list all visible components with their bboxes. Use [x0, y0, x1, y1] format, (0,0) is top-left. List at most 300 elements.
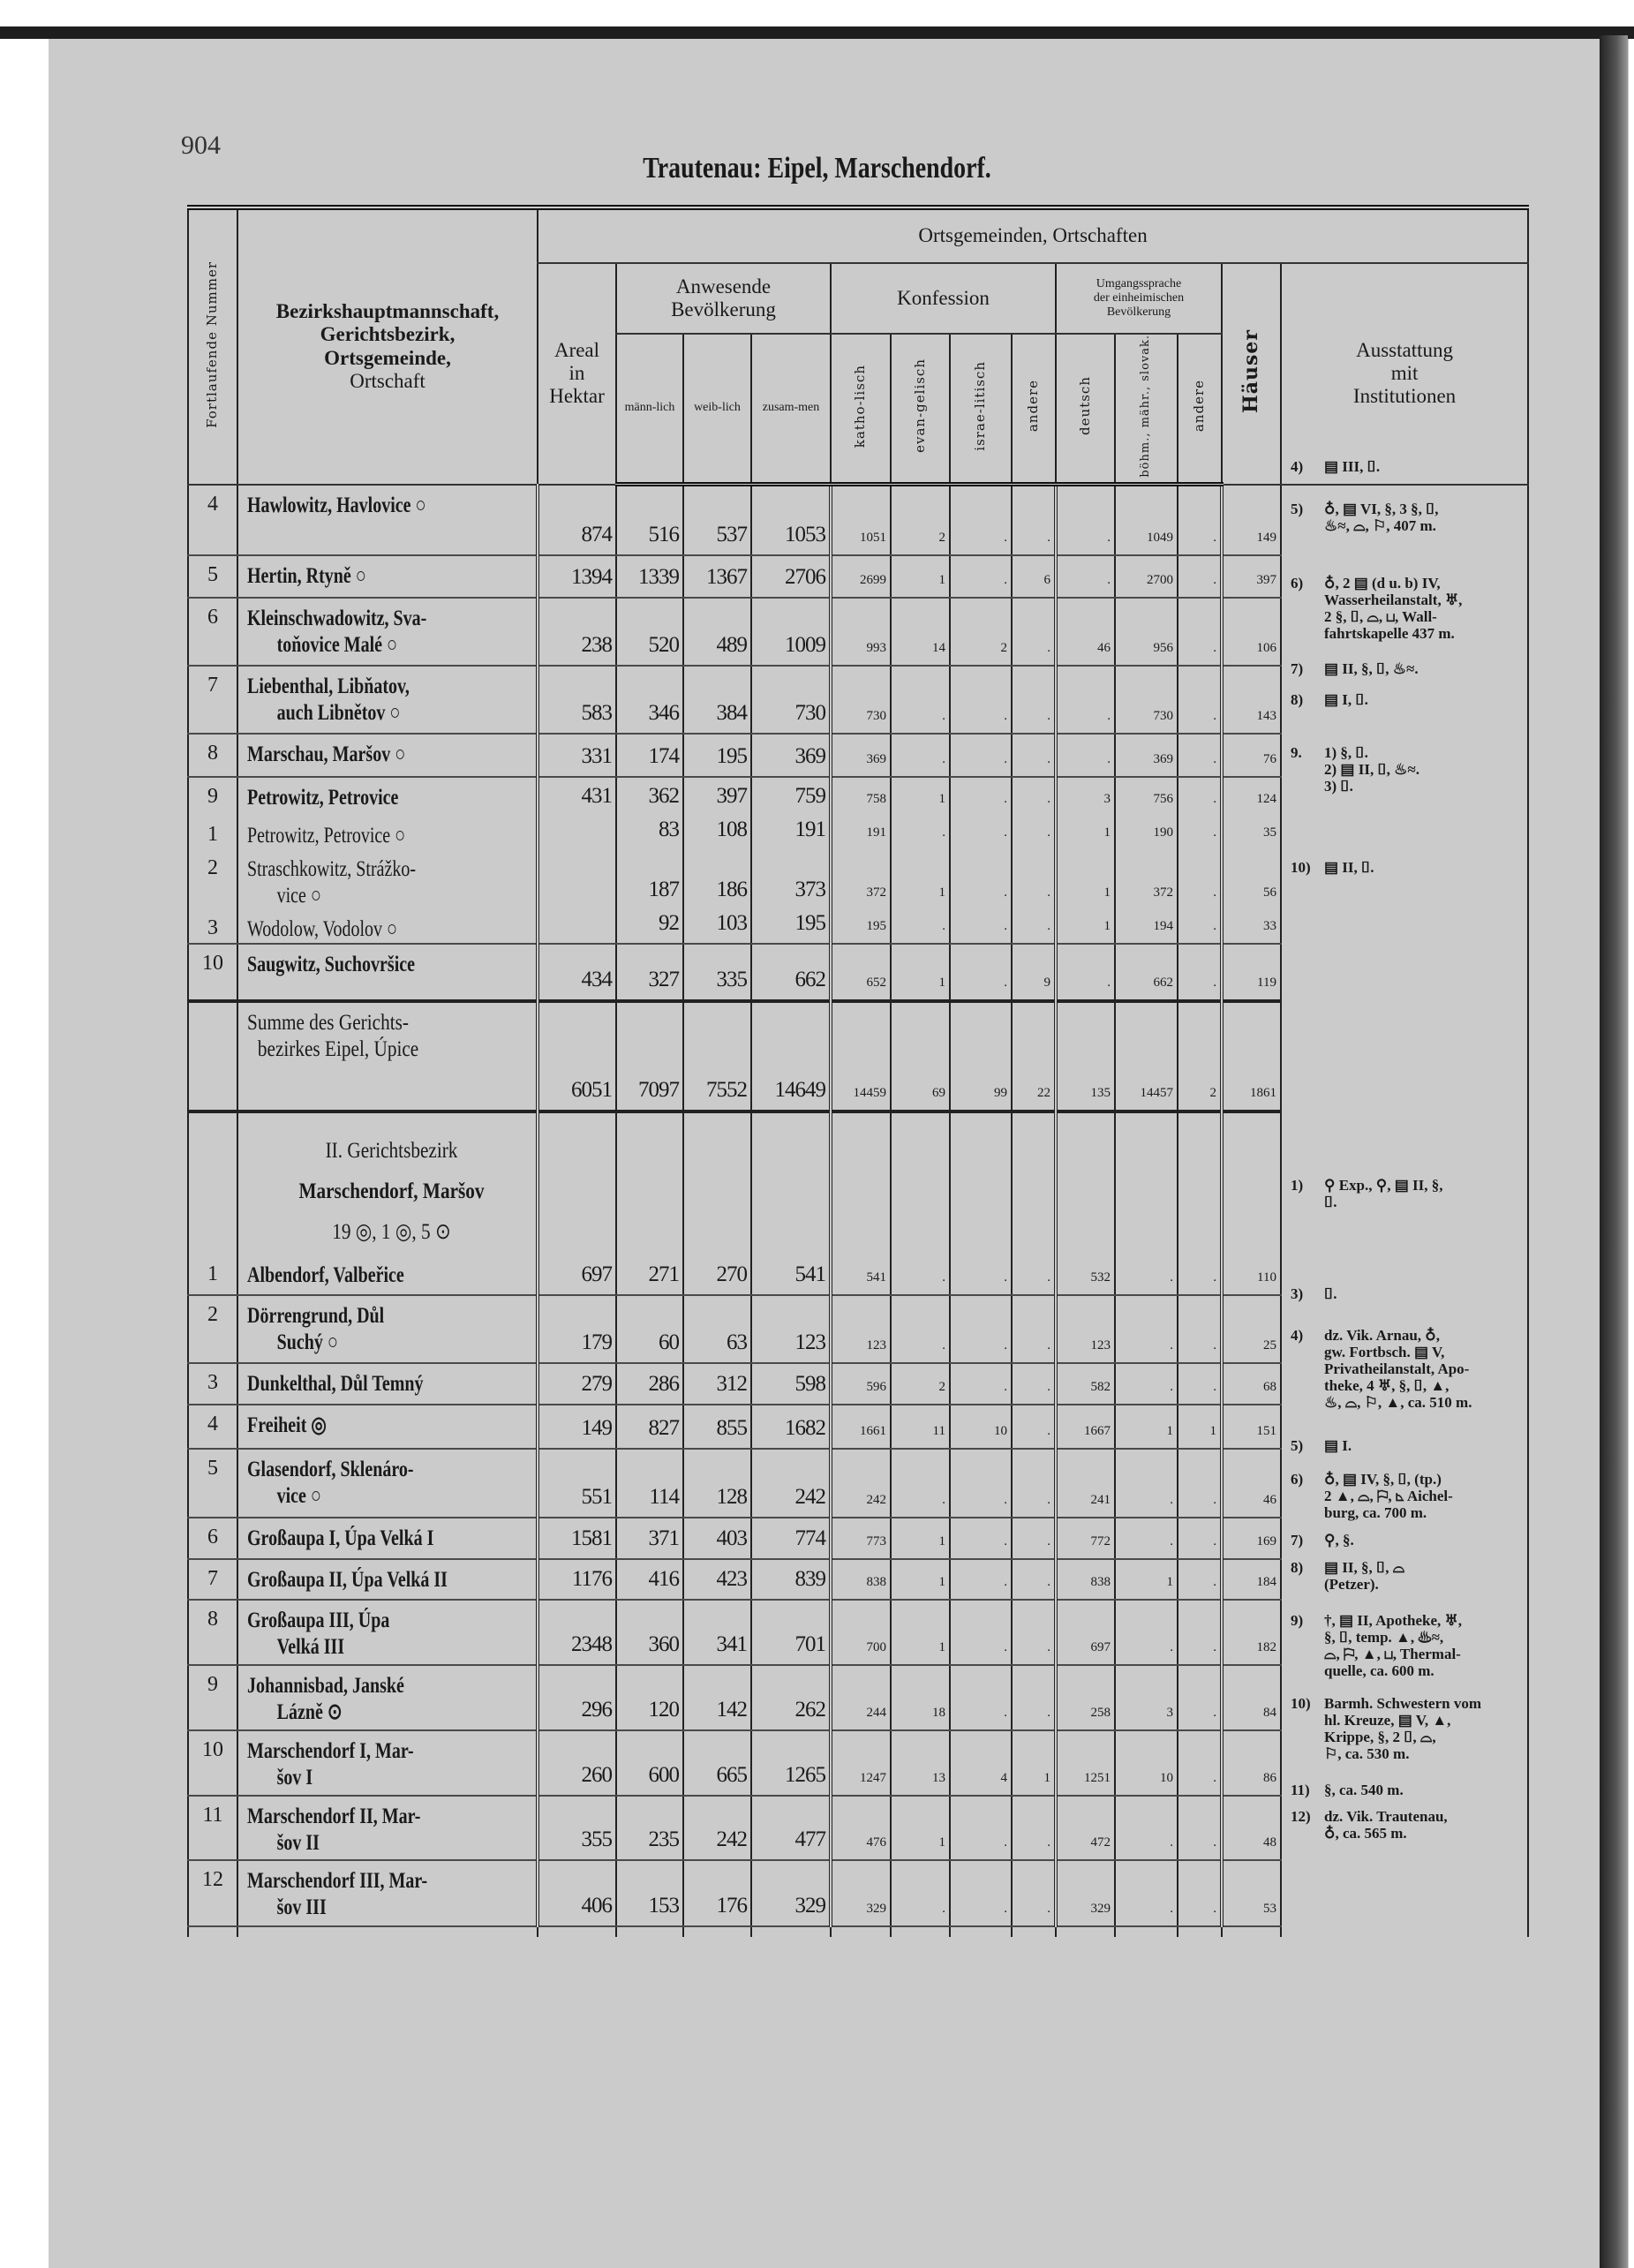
- cell-jewish: 2: [950, 598, 1012, 666]
- page-title: Trautenau: Eipel, Marschendorf.: [643, 152, 991, 185]
- cell-protestant: 1: [891, 1518, 950, 1559]
- row-number: 8: [188, 734, 237, 777]
- note-text: [1324, 1532, 1525, 1548]
- row-number: 3: [188, 1363, 237, 1405]
- cell-other-confession: .: [1012, 1600, 1056, 1665]
- cell-czech: .: [1115, 1518, 1178, 1559]
- cell-catholic: 652: [831, 944, 891, 1001]
- cell-other-language: 1: [1178, 1405, 1222, 1449]
- cell-czech: .: [1115, 1295, 1178, 1363]
- cell-total: 477: [751, 1796, 831, 1860]
- cell-czech: 730: [1115, 666, 1178, 734]
- cell-protestant: 1: [891, 777, 950, 816]
- cell-houses: 56: [1222, 849, 1281, 909]
- place-name: [237, 1600, 538, 1665]
- note-text: [1324, 660, 1525, 677]
- cell-other-language: .: [1178, 777, 1222, 816]
- cell-jewish: .: [950, 1559, 1012, 1600]
- cell-czech: 1049: [1115, 485, 1178, 555]
- header-population: Anwesende Bevölkerung: [616, 263, 831, 334]
- header-language: Umgangssprache der einheimischen Bevölkerung: [1056, 263, 1222, 334]
- cell-czech: .: [1115, 1363, 1178, 1405]
- place-name: [237, 1665, 538, 1730]
- cell-houses: 106: [1222, 598, 1281, 666]
- cell-female: 537: [683, 485, 751, 555]
- cell-german: 1: [1056, 849, 1115, 909]
- cell-czech: .: [1115, 1449, 1178, 1518]
- cell-male: 362: [616, 777, 683, 816]
- note-line: ⌷.: [1324, 1285, 1337, 1302]
- cell-female: 270: [683, 1255, 751, 1295]
- note-line: §, ca. 540 m.: [1324, 1782, 1404, 1798]
- cell-other-language: .: [1178, 485, 1222, 555]
- place-name-line: šov I: [276, 1765, 313, 1790]
- cell-czech: .: [1115, 1796, 1178, 1860]
- cell-czech: 1: [1115, 1405, 1178, 1449]
- note-line: ▤ II, §, ⌷, ⌓: [1324, 1559, 1405, 1576]
- cell-protestant: 1: [891, 1600, 950, 1665]
- cell-protestant: 69: [891, 1001, 950, 1111]
- cell-german: 532: [1056, 1255, 1115, 1295]
- cell-total: 242: [751, 1449, 831, 1518]
- cell-other-confession: .: [1012, 666, 1056, 734]
- cell-male: 7097: [616, 1001, 683, 1111]
- place-name: [237, 944, 538, 1001]
- cell-other-confession: .: [1012, 1518, 1056, 1559]
- cell-female: 108: [683, 816, 751, 849]
- equipment-notes: [1282, 419, 1527, 1845]
- empty-cell: [891, 1926, 950, 1937]
- note-line: dz. Vik. Arnau, ♁,: [1324, 1327, 1441, 1344]
- cell-czech: 662: [1115, 944, 1178, 1001]
- cell-catholic: [831, 1111, 891, 1255]
- cell-total: 2706: [751, 555, 831, 598]
- note-label: 3): [1291, 1285, 1304, 1302]
- cell-other-language: .: [1178, 816, 1222, 849]
- cell-other-confession: .: [1012, 1449, 1056, 1518]
- note-line: ▤ II, ⌷.: [1324, 859, 1374, 876]
- row-number: 11: [188, 1796, 237, 1860]
- cell-jewish: .: [950, 777, 1012, 816]
- cell-czech: .: [1115, 1860, 1178, 1926]
- cell-czech: 956: [1115, 598, 1178, 666]
- cell-total: 839: [751, 1559, 831, 1600]
- note-line: Krippe, §, 2 ⌷, ⌓,: [1324, 1729, 1436, 1745]
- cell-areal: 551: [538, 1449, 616, 1518]
- cell-total: 662: [751, 944, 831, 1001]
- cell-catholic: 476: [831, 1796, 891, 1860]
- cell-areal: [538, 909, 616, 944]
- cell-male: 327: [616, 944, 683, 1001]
- cell-other-language: .: [1178, 1860, 1222, 1926]
- cell-protestant: .: [891, 1255, 950, 1295]
- place-name: [237, 1559, 538, 1600]
- cell-other-confession: 6: [1012, 555, 1056, 598]
- cell-total: 701: [751, 1600, 831, 1665]
- place-name: [237, 1730, 538, 1796]
- cell-catholic: 14459: [831, 1001, 891, 1111]
- cell-houses: 169: [1222, 1518, 1281, 1559]
- cell-protestant: 1: [891, 555, 950, 598]
- cell-protestant: .: [891, 909, 950, 944]
- cell-total: 759: [751, 777, 831, 816]
- cell-other-confession: 9: [1012, 944, 1056, 1001]
- header-houses: Häuser: [1222, 263, 1281, 485]
- empty-cell: [1281, 1926, 1528, 1937]
- empty-cell: [237, 1926, 538, 1937]
- cell-areal: 434: [538, 944, 616, 1001]
- cell-male: 520: [616, 598, 683, 666]
- cell-houses: 119: [1222, 944, 1281, 1001]
- cell-czech: .: [1115, 1600, 1178, 1665]
- cell-german: 329: [1056, 1860, 1115, 1926]
- cell-czech: 190: [1115, 816, 1178, 849]
- cell-total: [751, 1111, 831, 1255]
- cell-jewish: .: [950, 849, 1012, 909]
- cell-catholic: 993: [831, 598, 891, 666]
- cell-catholic: 1247: [831, 1730, 891, 1796]
- cell-houses: 33: [1222, 909, 1281, 944]
- note-line: 2 §, ⌷, ⌓, ⊔, Wall-: [1324, 608, 1437, 625]
- cell-other-language: .: [1178, 1449, 1222, 1518]
- note-line: 1) §, ⌷.: [1324, 744, 1368, 761]
- row-number: 7: [188, 666, 237, 734]
- place-name-line: 19 ◎, 1 ◎, 5 ⊙: [332, 1219, 451, 1244]
- row-number: [188, 1111, 237, 1255]
- cell-male: 346: [616, 666, 683, 734]
- note-line: ♨≈, ⌓, ⚐, 407 m.: [1324, 517, 1436, 534]
- place-name-line: Lázně ⊙: [276, 1699, 343, 1724]
- place-name-line: Saugwitz, Suchovršice: [247, 952, 415, 976]
- cell-equipment: [1281, 1860, 1528, 1926]
- cell-houses: 76: [1222, 734, 1281, 777]
- place-name-line: auch Libnětov ○: [276, 700, 401, 725]
- cell-other-language: .: [1178, 1518, 1222, 1559]
- cell-german: 46: [1056, 598, 1115, 666]
- empty-cell: [1056, 1926, 1115, 1937]
- empty-cell: [1222, 1926, 1281, 1937]
- cell-other-confession: .: [1012, 1363, 1056, 1405]
- note-label: 7): [1291, 660, 1304, 677]
- cell-czech: 1: [1115, 1559, 1178, 1600]
- cell-areal: 431: [538, 777, 616, 816]
- cell-areal: 406: [538, 1860, 616, 1926]
- cell-male: 187: [616, 849, 683, 909]
- cell-total: 730: [751, 666, 831, 734]
- cell-areal: 1176: [538, 1559, 616, 1600]
- cell-other-language: .: [1178, 1255, 1222, 1295]
- cell-catholic: 372: [831, 849, 891, 909]
- row-number: 2: [188, 1295, 237, 1363]
- cell-other-language: .: [1178, 1295, 1222, 1363]
- header-confession: Konfession: [831, 263, 1056, 334]
- cell-czech: 372: [1115, 849, 1178, 909]
- note-line: ♁, ▤ IV, §, ⌷, (tp.): [1324, 1471, 1442, 1488]
- cell-german: 1: [1056, 909, 1115, 944]
- place-name: [237, 734, 538, 777]
- cell-female: 195: [683, 734, 751, 777]
- cell-male: 600: [616, 1730, 683, 1796]
- cell-female: [683, 1111, 751, 1255]
- cell-protestant: .: [891, 1860, 950, 1926]
- note-line: ♨, ⌓, ⚐, ▲, ca. 510 m.: [1324, 1394, 1472, 1411]
- cell-protestant: 1: [891, 849, 950, 909]
- row-number: 12: [188, 1860, 237, 1926]
- header-male: männ-lich: [616, 334, 683, 485]
- cell-total: 191: [751, 816, 831, 849]
- cell-other-confession: .: [1012, 816, 1056, 849]
- cell-total: 1053: [751, 485, 831, 555]
- cell-german: 582: [1056, 1363, 1115, 1405]
- cell-german: 772: [1056, 1518, 1115, 1559]
- note-line: theke, 4 ♅, §, ⌷, ▲,: [1324, 1377, 1450, 1394]
- cell-catholic: 596: [831, 1363, 891, 1405]
- note-line: ▤ III, ⌷.: [1324, 458, 1381, 475]
- place-name: [237, 777, 538, 816]
- note-text: [1324, 1612, 1525, 1679]
- cell-jewish: .: [950, 944, 1012, 1001]
- cell-female: 63: [683, 1295, 751, 1363]
- header-protestant: evan-gelisch: [891, 334, 950, 485]
- cell-catholic: 1051: [831, 485, 891, 555]
- cell-german: .: [1056, 666, 1115, 734]
- cell-male: 516: [616, 485, 683, 555]
- place-name-line: vice ○: [276, 883, 321, 908]
- note-text: [1324, 1782, 1525, 1798]
- note-line: Privatheilanstalt, Apo-: [1324, 1360, 1470, 1377]
- cell-male: 827: [616, 1405, 683, 1449]
- cell-houses: 1861: [1222, 1001, 1281, 1111]
- note-line: (Petzer).: [1324, 1576, 1379, 1593]
- cell-female: 186: [683, 849, 751, 909]
- cell-houses: 184: [1222, 1559, 1281, 1600]
- cell-other-language: .: [1178, 734, 1222, 777]
- cell-total: 774: [751, 1518, 831, 1559]
- note-line: burg, ca. 700 m.: [1324, 1504, 1427, 1521]
- place-name: [237, 1111, 538, 1255]
- header-areal: Areal in Hektar: [538, 263, 616, 485]
- cell-other-confession: .: [1012, 777, 1056, 816]
- cell-catholic: 195: [831, 909, 891, 944]
- note-text: [1324, 691, 1525, 708]
- empty-cell: [616, 1926, 683, 1937]
- place-name: [237, 485, 538, 555]
- cell-german: 135: [1056, 1001, 1115, 1111]
- cell-houses: 110: [1222, 1255, 1281, 1295]
- cell-female: 242: [683, 1796, 751, 1860]
- cell-male: 235: [616, 1796, 683, 1860]
- place-name-line: Großaupa II, Úpa Velká II: [247, 1567, 448, 1592]
- note-text: [1324, 1808, 1525, 1842]
- place-name-line: Albendorf, Valbeřice: [247, 1262, 404, 1287]
- cell-houses: 149: [1222, 485, 1281, 555]
- note-line: ⚲, §.: [1324, 1532, 1354, 1548]
- cell-protestant: .: [891, 816, 950, 849]
- note-text: [1324, 1285, 1525, 1302]
- note-label: 5): [1291, 1437, 1304, 1454]
- cell-houses: 46: [1222, 1449, 1281, 1518]
- place-name: [237, 598, 538, 666]
- note-line: ▤ I.: [1324, 1437, 1352, 1454]
- cell-areal: [538, 1111, 616, 1255]
- note-label: 4): [1291, 1327, 1304, 1344]
- empty-cell: [188, 1926, 237, 1937]
- header-catholic: katho-lisch: [831, 334, 891, 485]
- cell-protestant: .: [891, 734, 950, 777]
- place-name: [237, 1796, 538, 1860]
- cell-other-confession: .: [1012, 849, 1056, 909]
- cell-protestant: .: [891, 1449, 950, 1518]
- note-text: [1324, 1327, 1525, 1411]
- cell-male: 83: [616, 816, 683, 849]
- cell-czech: 369: [1115, 734, 1178, 777]
- table-row: [188, 1860, 1528, 1926]
- note-text: [1324, 1559, 1525, 1593]
- cell-catholic: 191: [831, 816, 891, 849]
- cell-german: .: [1056, 555, 1115, 598]
- place-name-line: Summe des Gerichts-: [247, 1010, 409, 1035]
- row-number: 5: [188, 1449, 237, 1518]
- place-name-line: Großaupa III, Úpa: [247, 1608, 390, 1632]
- note-text: [1324, 1177, 1525, 1210]
- place-name: [237, 1001, 538, 1111]
- cell-male: 271: [616, 1255, 683, 1295]
- cell-german: 472: [1056, 1796, 1115, 1860]
- place-name: [237, 1363, 538, 1405]
- note-line: Barmh. Schwestern vom: [1324, 1695, 1482, 1712]
- cell-german: .: [1056, 485, 1115, 555]
- cell-catholic: 541: [831, 1255, 891, 1295]
- empty-cell: [1115, 1926, 1178, 1937]
- cell-houses: 124: [1222, 777, 1281, 816]
- cell-jewish: 99: [950, 1001, 1012, 1111]
- note-label: 8): [1291, 691, 1304, 708]
- note-line: ▤ II, §, ⌷, ♨≈.: [1324, 660, 1419, 677]
- cell-male: 1339: [616, 555, 683, 598]
- note-line: ⌷.: [1324, 1194, 1337, 1210]
- cell-catholic: 1661: [831, 1405, 891, 1449]
- cell-other-language: .: [1178, 598, 1222, 666]
- note-line: ♁, ▤ VI, §, 3 §, ⌷,: [1324, 501, 1439, 517]
- cell-total: 1682: [751, 1405, 831, 1449]
- cell-female: 397: [683, 777, 751, 816]
- cell-jewish: .: [950, 1363, 1012, 1405]
- place-name-line: bezirkes Eipel, Úpice: [257, 1036, 419, 1061]
- cell-houses: 143: [1222, 666, 1281, 734]
- cell-areal: 296: [538, 1665, 616, 1730]
- header-other-confession: andere: [1012, 334, 1056, 485]
- cell-female: 423: [683, 1559, 751, 1600]
- note-line: hl. Kreuze, ▤ V, ▲,: [1324, 1712, 1451, 1729]
- cell-areal: 697: [538, 1255, 616, 1295]
- empty-cell: [831, 1926, 891, 1937]
- cell-male: 286: [616, 1363, 683, 1405]
- cell-german: 1251: [1056, 1730, 1115, 1796]
- place-name: [237, 816, 538, 849]
- header-group: Ortsgemeinden, Ortschaften: [538, 207, 1528, 263]
- place-name-line: Petrowitz, Petrovice ○: [247, 823, 406, 848]
- cell-other-language: .: [1178, 944, 1222, 1001]
- cell-other-confession: .: [1012, 485, 1056, 555]
- note-text: [1324, 859, 1525, 876]
- place-name: [237, 909, 538, 944]
- place-name-line: Straschkowitz, Strážko-: [247, 856, 417, 881]
- note-label: 7): [1291, 1532, 1304, 1548]
- note-label: 10): [1291, 1695, 1311, 1712]
- scan-edge-right: [1600, 35, 1628, 2268]
- row-number: 8: [188, 1600, 237, 1665]
- cell-german: 1667: [1056, 1405, 1115, 1449]
- cell-houses: 25: [1222, 1295, 1281, 1363]
- cell-other-confession: .: [1012, 1255, 1056, 1295]
- cell-total: 369: [751, 734, 831, 777]
- cell-jewish: .: [950, 1860, 1012, 1926]
- cell-other-language: .: [1178, 1559, 1222, 1600]
- cell-female: 1367: [683, 555, 751, 598]
- cell-total: 14649: [751, 1001, 831, 1111]
- cell-catholic: 700: [831, 1600, 891, 1665]
- place-name: [237, 849, 538, 909]
- cell-other-language: .: [1178, 1600, 1222, 1665]
- cell-male: 360: [616, 1600, 683, 1665]
- cell-areal: 149: [538, 1405, 616, 1449]
- place-name: [237, 1449, 538, 1518]
- place-name-line: Marschendorf II, Mar-: [247, 1804, 421, 1828]
- cell-jewish: .: [950, 909, 1012, 944]
- place-name-line: Marschendorf, Maršov: [298, 1179, 485, 1203]
- place-name-line: šov II: [276, 1830, 320, 1855]
- cell-jewish: .: [950, 555, 1012, 598]
- cell-other-confession: 1: [1012, 1730, 1056, 1796]
- place-name-line: Hertin, Rtyně ○: [247, 563, 366, 588]
- cell-areal: 583: [538, 666, 616, 734]
- cell-jewish: .: [950, 1255, 1012, 1295]
- cell-total: 541: [751, 1255, 831, 1295]
- cell-total: 329: [751, 1860, 831, 1926]
- header-total: zusam-men: [751, 334, 831, 485]
- cell-other-confession: .: [1012, 909, 1056, 944]
- place-name: [237, 666, 538, 734]
- note-line: fahrtskapelle 437 m.: [1324, 625, 1455, 642]
- cell-czech: .: [1115, 1255, 1178, 1295]
- cell-catholic: 2699: [831, 555, 891, 598]
- header-czech: böhm., mähr., slovak.: [1115, 334, 1178, 485]
- cell-male: 153: [616, 1860, 683, 1926]
- note-line: ⌓, ⚐, ▲, ⊔, Thermal-: [1324, 1646, 1461, 1662]
- row-number: 9: [188, 777, 237, 816]
- place-name: [237, 1255, 538, 1295]
- cell-jewish: 4: [950, 1730, 1012, 1796]
- cell-catholic: 773: [831, 1518, 891, 1559]
- cell-other-confession: 22: [1012, 1001, 1056, 1111]
- empty-cell: [1012, 1926, 1056, 1937]
- note-label: 1): [1291, 1177, 1304, 1194]
- place-name-line: Marschau, Maršov ○: [247, 742, 406, 766]
- cell-protestant: .: [891, 666, 950, 734]
- cell-jewish: .: [950, 1295, 1012, 1363]
- cell-other-language: .: [1178, 909, 1222, 944]
- place-name: [237, 1295, 538, 1363]
- place-name: [237, 1405, 538, 1449]
- cell-houses: 68: [1222, 1363, 1281, 1405]
- note-line: ▤ I, ⌷.: [1324, 691, 1368, 708]
- note-label: 10): [1291, 859, 1311, 876]
- cell-jewish: [950, 1111, 1012, 1255]
- cell-total: 1265: [751, 1730, 831, 1796]
- note-label: 8): [1291, 1559, 1304, 1576]
- cell-other-confession: [1012, 1111, 1056, 1255]
- cell-female: 7552: [683, 1001, 751, 1111]
